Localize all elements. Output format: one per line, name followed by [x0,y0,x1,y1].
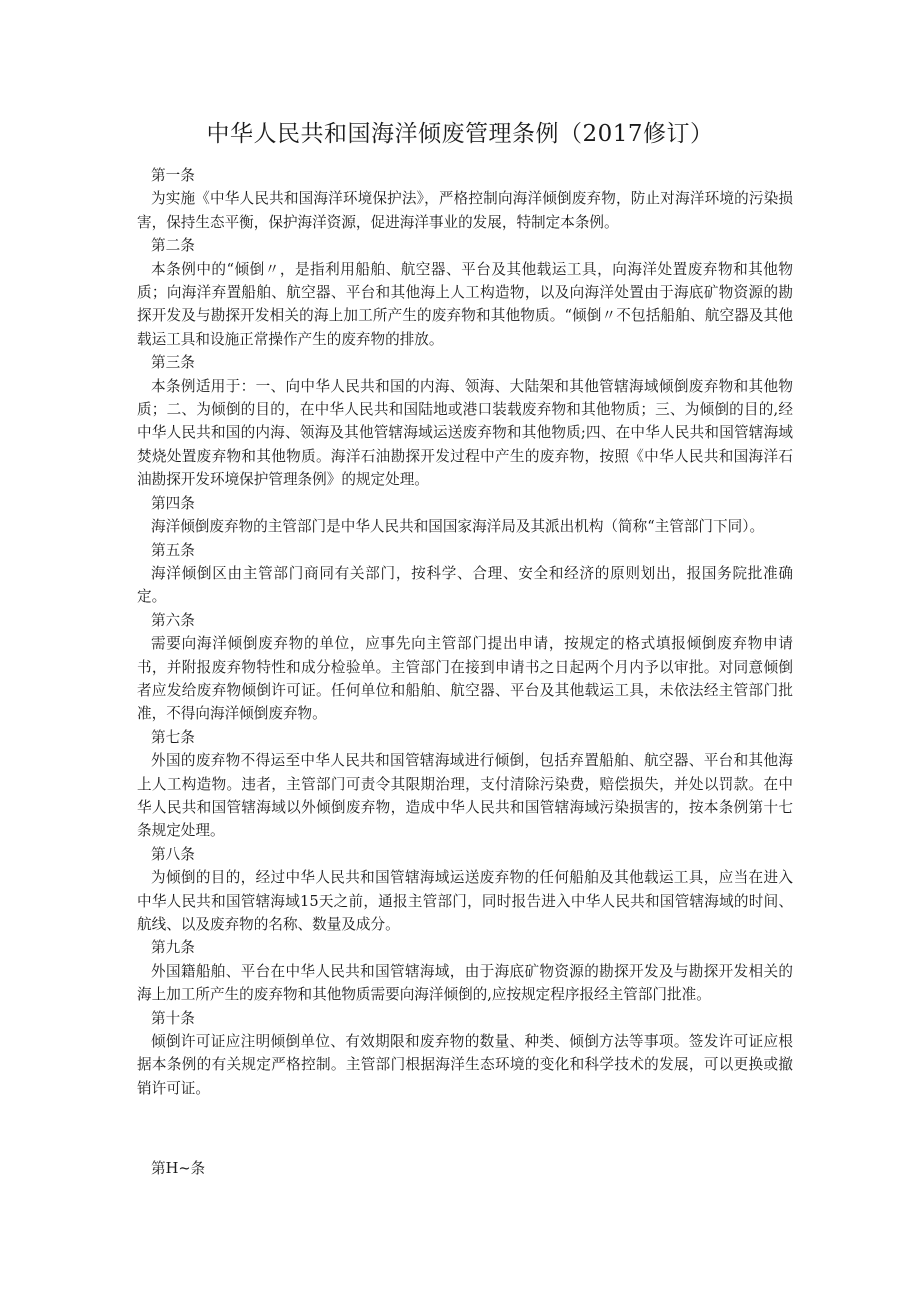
document-title: 中华人民共和国海洋倾废管理条例（2017修订） [206,121,714,147]
article-text: 海洋倾倒区由主管部门商同有关部门，按科学、合理、安全和经济的原则划出，报国务院批准确定。 [137,564,793,606]
article-heading: 第八条 [151,845,195,863]
article-5 [137,539,793,609]
article-heading: 第五条 [151,541,195,559]
article-10 [137,1007,793,1101]
article-3 [137,351,793,491]
article-heading: 第一条 [151,167,195,184]
article-9 [137,936,793,1006]
article-heading: 第六条 [151,611,195,629]
article-11-heading: 第H~条 [151,1160,206,1177]
article-text: 倾倒许可证应注明倾倒单位、有效期限和废弃物的数量、种类、倾倒方法等事项。签发许可证应根据本条例的有关规定严格控制。主管部门根据海洋生态环境的变化和科学技术的发展，可以更换或撤销许可证。 [137,1033,793,1097]
article-text: 外国籍船舶、平台在中华人民共和国管辖海域，由于海底矿物资源的勘探开发及与勘探开发相关的海上加工所产生的废弃物和其他物质需要向海洋倾倒的,应按规定程序报经主管部门批准。 [137,962,793,1004]
article-heading: 第四条 [151,494,195,512]
article-heading: 第九条 [151,939,195,957]
article-4 [137,492,793,539]
article-text: 为倾倒的目的，经过中华人民共和国管辖海域运送废弃物的任何船舶及其他载运工具，应当在进入中华人民共和国管辖海域15天之前，通报主管部门，同时报告进入中华人民共和国管辖海域的时间、航线、以及废弃物的名称、数量及成分。 [137,869,793,933]
article-6 [137,609,793,726]
article-2 [137,234,793,351]
article-text: 需要向海洋倾倒废弃物的单位，应事先向主管部门提出申请，按规定的格式填报倾倒废弃物申请书，并附报废弃物特性和成分检验单。主管部门在接到申请书之日起两个月内予以审批。对同意倾倒者应发给废弃物倾倒许可证。任何单位和船舶、航空器、平台及其他载运工具，未依法经主管部门批准，不得向海洋倾倒废弃物。 [137,635,793,723]
article-1 [137,164,793,234]
article-8 [137,843,793,937]
document-body [137,164,793,1100]
article-text: 外国的废弃物不得运至中华人民共和国管辖海域进行倾倒，包括弃置船舶、航空器、平台和其他海上人工构造物。违者，主管部门可责令其限期治理，支付清除污染费，赔偿损失，并处以罚款。在中华人民共和国管辖海域以外倾倒废弃物，造成中华人民共和国管辖海域污染损害的，按本条例第十七条规定处理。 [137,752,793,840]
article-text: 为实施《中华人民共和国海洋环境保护法》，严格控制向海洋倾倒废弃物，防止对海洋环境的污染损害，保持生态平衡，保护海洋资源，促进海洋事业的发展，特制定本条例。 [137,190,793,231]
article-7 [137,726,793,843]
article-heading: 第十条 [151,1009,195,1027]
article-text: 本条例适用于：一、向中华人民共和国的内海、领海、大陆架和其他管辖海域倾倒废弃物和其他物质；二、为倾倒的目的，在中华人民共和国陆地或港口装载废弃物和其他物质；三、为倾倒的目的,经中华人民共和国的内海、领海及其他管辖海域运送废弃物和其他物质;四、在中华人民共和国管辖海域焚烧处置废弃物和其他物质。海洋石油勘探开发过程中产生的废弃物，按照《中华人民共和国海洋石油勘探开发环境保护管理条例》的规定处理。 [137,377,793,489]
article-heading: 第二条 [151,237,195,255]
article-heading: 第三条 [151,354,195,372]
article-text: 本条例中的“倾倒〃，是指利用船舶、航空器、平台及其他载运工具，向海洋处置废弃物和其他物质；向海洋弃置船舶、航空器、平台和其他海上人工构造物，以及向海洋处置由于海底矿物资源的勘探开发及与勘探开发相关的海上加工所产生的废弃物和其他物质。“倾倒〃不包括船舶、航空器及其他载运工具和设施正常操作产生的废弃物的排放。 [137,260,793,348]
article-heading: 第七条 [151,728,195,746]
article-text: 海洋倾倒废弃物的主管部门是中华人民共和国国家海洋局及其派出机构（简称“主管部门下同）。 [151,518,765,536]
